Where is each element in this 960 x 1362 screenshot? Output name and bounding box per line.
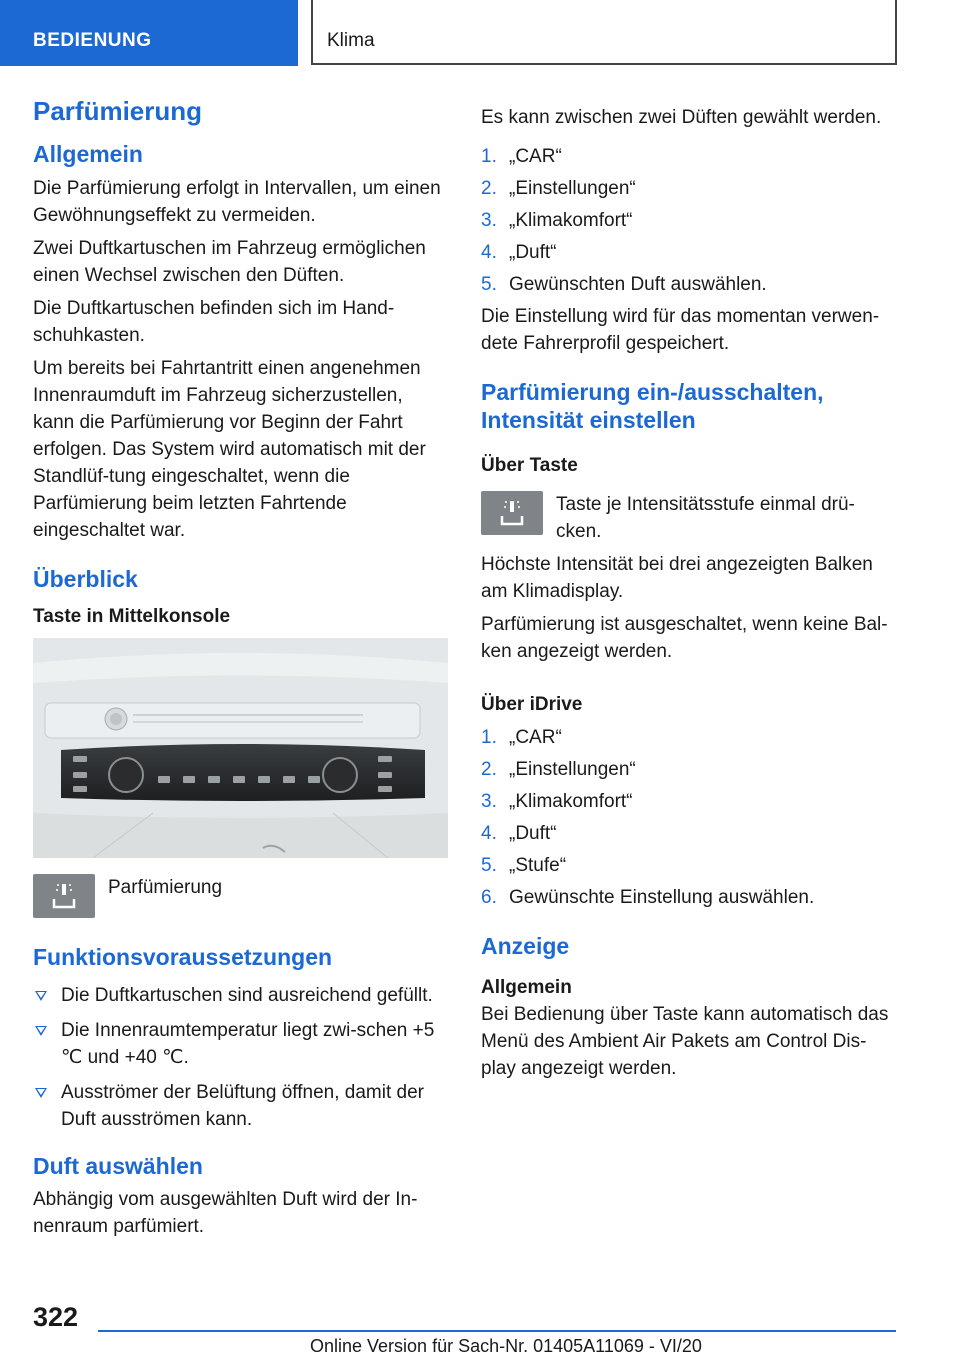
steps-list-stufe [481, 724, 896, 911]
list-item: 1. „CAR“ [481, 146, 562, 167]
icon-caption: Parfümierung [108, 877, 223, 899]
requirements-list [33, 982, 448, 1133]
subheading-allgemein: Allgemein [481, 977, 572, 999]
steps-list-duft [481, 143, 896, 298]
list-item: 6. Gewünschte Einstellung auswählen. [481, 886, 815, 908]
paragraph: Die Duftkartuschen befinden sich im Hand-schuhkasten. [33, 297, 395, 346]
paragraph: Parfümierung ist ausgeschaltet, wenn keine Bal-ken angezeigt werden. [481, 613, 888, 662]
list-item: 4. „Duft“ [481, 822, 557, 844]
list-item: 5. Gewünschten Duft auswählen. [481, 274, 767, 295]
bullet-triangle-icon [35, 1026, 47, 1036]
section-tab [0, 0, 298, 66]
list-item: 3. „Klimakomfort“ [481, 210, 633, 231]
list-item: 2. „Einstellungen“ [481, 758, 636, 780]
subheading-taste-mittelkonsole: Taste in Mittelkonsole [33, 606, 231, 628]
heading-allgemein: Allgemein [33, 141, 143, 168]
heading-anzeige: Anzeige [481, 932, 570, 959]
list-item: Die Innenraumtemperatur liegt zwi-schen +5 ℃ und +40 ℃. [33, 1017, 448, 1071]
heading-funktionsvoraussetzungen: Funktionsvoraussetzungen [33, 944, 333, 971]
bullet-triangle-icon [35, 991, 47, 1001]
paragraph: Um bereits bei Fahrtantritt einen angenehmen Innenraumduft im Fahrzeug sicherzustellen, kann die Parfümierung vor Beginn der Fahrt erfolgen. Das System wird automatisch mit der Standlüf-tung eingeschaltet, wenn die Parfümierung beim letzten Fahrtende eingeschaltet war. [33, 357, 426, 541]
right-column [481, 104, 896, 1088]
list-item: Die Duftkartuschen sind ausreichend gefüllt. [33, 982, 448, 1009]
page-title: Parfümierung [33, 96, 203, 126]
fragrance-button-icon [33, 874, 95, 918]
chapter-label: Klima [327, 30, 375, 51]
icon-caption: Taste je Intensitätsstufe einmal drü-cken. [556, 493, 855, 542]
bullet-triangle-icon [35, 1088, 47, 1098]
list-item: Ausströmer der Belüftung öffnen, damit der Duft ausströmen kann. [33, 1079, 448, 1133]
footer-version-text: Online Version für Sach-Nr. 01405A11069 - VI/20 [310, 1336, 702, 1356]
heading-ueberblick: Überblick [33, 565, 138, 592]
footer-divider [98, 1330, 896, 1332]
icon-legend-taste [481, 491, 896, 545]
section-label: BEDIENUNG [33, 30, 152, 51]
list-item: 2. „Einstellungen“ [481, 178, 636, 199]
climate-panel-illustration [33, 638, 448, 858]
paragraph: Höchste Intensität bei drei angezeigten Balken am Klimadisplay. [481, 553, 873, 602]
paragraph: Abhängig vom ausgewählten Duft wird der In-nenraum parfümiert. [33, 1189, 418, 1238]
paragraph: Es kann zwischen zwei Düften gewählt werden. [481, 107, 882, 128]
page-header [0, 0, 960, 66]
paragraph: Die Parfümierung erfolgt in Intervallen, um einen Gewöhnungseffekt zu vermeiden. [33, 177, 441, 226]
center-console-photo [33, 638, 448, 858]
icon-legend-parfuemierung [33, 874, 448, 918]
list-item: 3. „Klimakomfort“ [481, 790, 633, 812]
subheading-ueber-idrive: Über iDrive [481, 693, 583, 715]
paragraph: Zwei Duftkartuschen im Fahrzeug ermöglichen einen Wechsel zwischen den Düften. [33, 237, 426, 286]
paragraph: Die Einstellung wird für das momentan verwen-dete Fahrerprofil gespeichert. [481, 306, 880, 354]
chapter-tab [311, 0, 897, 65]
heading-ein-ausschalten: Parfümierung ein-/ausschalten, Intensität einstellen [481, 379, 824, 433]
list-item: 5. „Stufe“ [481, 854, 567, 876]
fragrance-button-icon [481, 491, 543, 535]
list-item: 4. „Duft“ [481, 242, 557, 263]
list-item: 1. „CAR“ [481, 726, 562, 748]
subheading-ueber-taste: Über Taste [481, 455, 578, 477]
heading-duft-auswaehlen: Duft auswählen [33, 1152, 203, 1179]
paragraph: Bei Bedienung über Taste kann automatisch das Menü des Ambient Air Pakets am Control Dis-play angezeigt werden. [481, 1003, 889, 1079]
page-number: 322 [33, 1302, 79, 1332]
left-column [33, 96, 448, 1246]
